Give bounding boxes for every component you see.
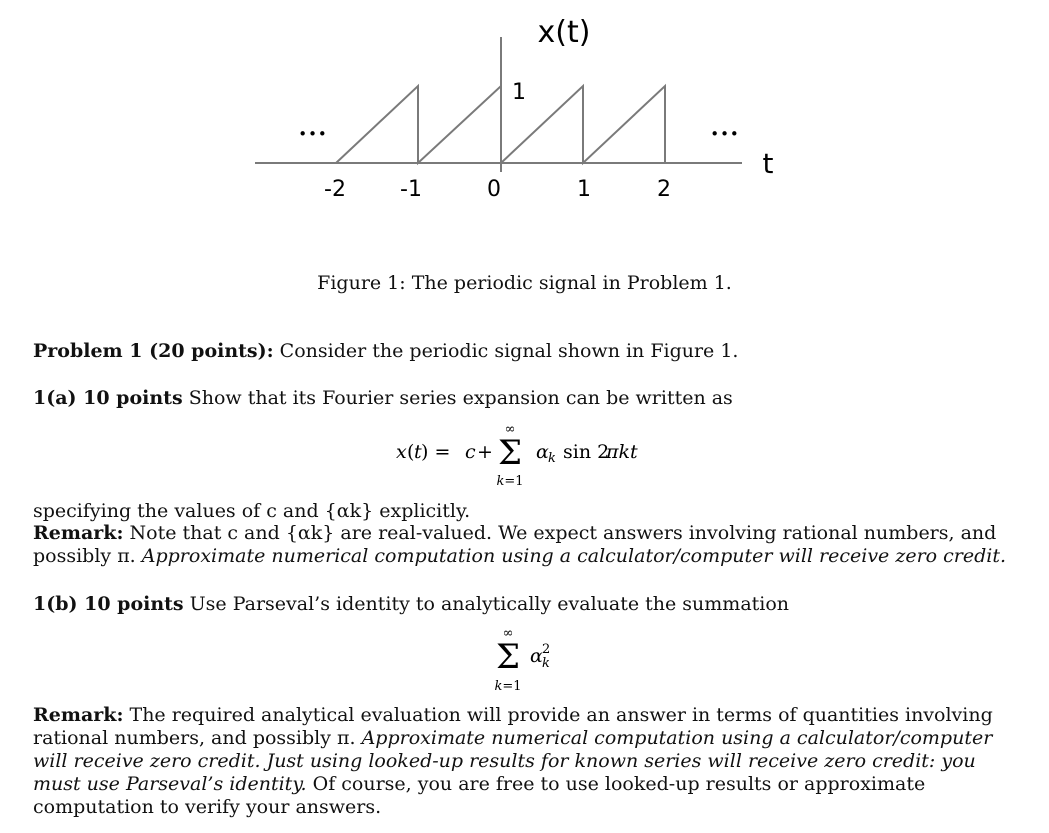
part-a-label: 1(a) 10 points: [33, 387, 183, 409]
part-a-remark-text: Note that c and {αk} are real-valued. We expect answers involving rational numbers, and possibly π.: [33, 522, 997, 567]
part-a-remark: [33, 522, 1018, 568]
part-b-equation: [480, 622, 580, 697]
tick-label: 0: [487, 177, 501, 202]
axis-label: t: [762, 147, 774, 180]
svg-text:t: t: [414, 441, 422, 463]
svg-text:k=1: k=1: [494, 679, 522, 694]
svg-text:α: α: [530, 645, 543, 667]
part-b-text: Use Parseval’s identity to analytically evaluate the summation: [183, 593, 790, 615]
svg-text:∞: ∞: [502, 626, 514, 641]
part-a-remark-label: Remark:: [33, 522, 124, 544]
svg-text:sin 2: sin 2: [563, 441, 610, 463]
part-a-remark-italic: Approximate numerical computation using a calculator/computer will receive zero credit.: [141, 545, 1007, 567]
svg-text:∞: ∞: [504, 422, 516, 437]
part-b-label: 1(b) 10 points: [33, 593, 184, 615]
problem-title: Problem 1 (20 points):: [33, 340, 274, 362]
tick-label: 2: [657, 177, 671, 202]
part-b-heading: [33, 593, 1018, 616]
part-b-remark-label: Remark:: [33, 704, 124, 726]
part-a-equation: [390, 418, 660, 493]
svg-text:k=1: k=1: [496, 474, 524, 489]
problem-intro: Consider the periodic signal shown in Figure 1.: [273, 340, 739, 362]
part-a-heading: [33, 387, 1018, 410]
tick-label: -2: [324, 177, 346, 202]
part-b-remark-end: Of course, you are free to use looked-up results or approximate computation to verify your answers.: [33, 773, 926, 818]
ellipsis-right: •••: [710, 125, 740, 143]
svg-text:2: 2: [542, 642, 551, 657]
part-b-remark-text: The required analytical evaluation will provide an answer in terms of quantities involving rational numbers, and possibly π.: [33, 704, 993, 749]
part-a-specify: specifying the values of c and {αk} explicitly.: [33, 500, 471, 522]
svg-text:(: (: [407, 441, 415, 463]
part-b-remark: [33, 704, 1018, 819]
svg-text:c: c: [465, 441, 476, 463]
part-a-text: Show that its Fourier series expansion can be written as: [182, 387, 733, 409]
problem-heading: [33, 340, 1018, 363]
figure-caption: Figure 1: The periodic signal in Problem 1.: [317, 272, 732, 294]
peak-label: 1: [512, 80, 526, 105]
svg-text:α: α: [536, 441, 549, 463]
svg-text:Σ: Σ: [495, 637, 521, 677]
periodic-signal-figure: [0, 0, 1049, 260]
part-b-remark-italic: Approximate numerical computation using a calculator/computer will receive zero credit. Just using looked-up results for known series will receive zero credit: you must use Parseval’s identity.: [33, 727, 993, 795]
tick-label: -1: [400, 177, 422, 202]
svg-text:Σ: Σ: [497, 433, 523, 473]
svg-text:πkt: πkt: [606, 441, 638, 463]
ellipsis-left: •••: [298, 125, 328, 143]
sawtooth-waveform: [336, 86, 665, 163]
tick-label: 1: [577, 177, 591, 202]
svg-text:x: x: [396, 441, 407, 463]
svg-text:+: +: [477, 441, 493, 463]
svg-text:k: k: [542, 656, 550, 671]
svg-text:k: k: [548, 451, 556, 466]
function-label: x(t): [537, 15, 591, 50]
svg-text:) =: ) =: [421, 441, 451, 463]
